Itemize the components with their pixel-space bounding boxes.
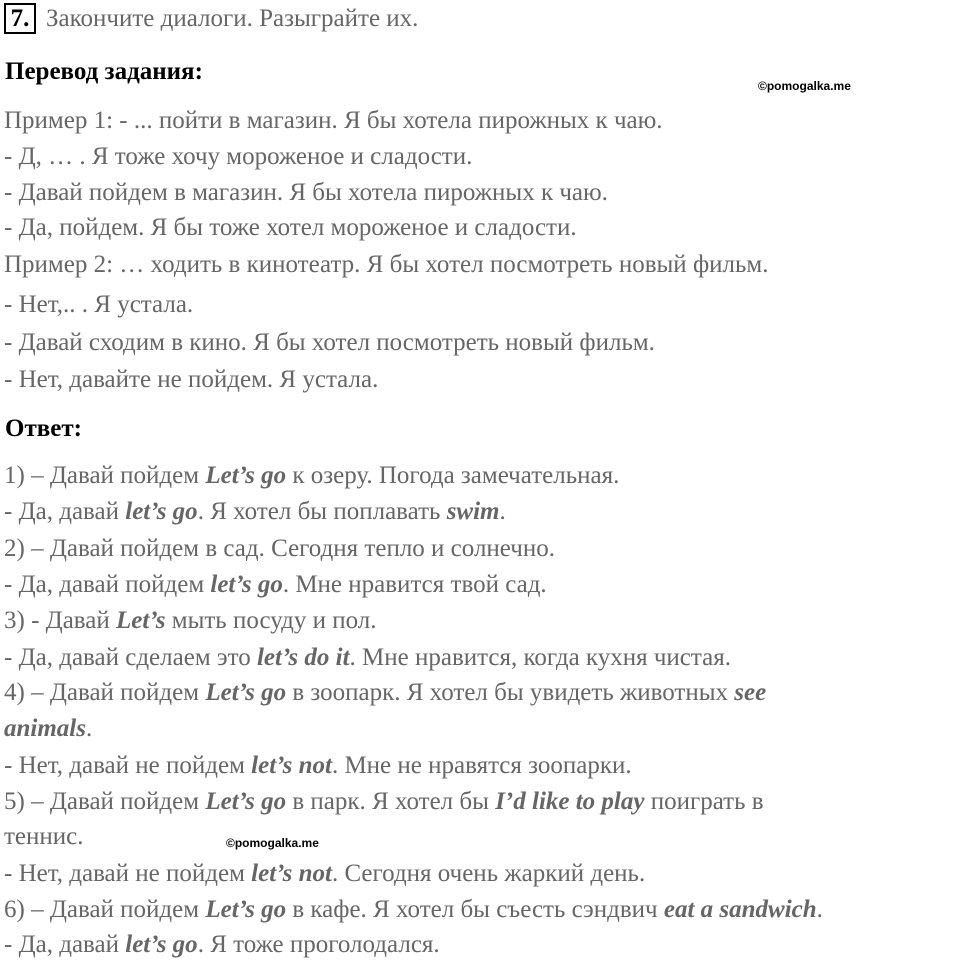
answer-line <box>4 930 440 960</box>
answer-text: . Я тоже проголодался. <box>197 931 440 958</box>
answer-text: . <box>816 896 823 923</box>
answer-text: - Да, давай <box>4 498 126 525</box>
answer-line <box>4 751 632 781</box>
answer-line <box>4 643 731 673</box>
english-phrase: Let’s go <box>205 462 287 489</box>
answer-line <box>4 570 547 600</box>
translation-line: Пример 1: - ... пойти в магазин. Я бы хотела пирожных к чаю. <box>4 107 663 134</box>
answer-line <box>4 497 506 527</box>
answer-text: 5) – Давай пойдем <box>4 788 206 815</box>
translation-line: - Нет,.. . Я устала. <box>4 291 194 318</box>
watermark-top: ©pomogalka.me <box>758 79 851 93</box>
task-title: Закончите диалоги. Разыграйте их. <box>46 5 419 32</box>
answer-text: . <box>85 715 93 742</box>
answer-text: 1) – Давай пойдем <box>4 462 206 489</box>
answer-text: - Да, давай сделаем это <box>4 644 257 671</box>
answer-text: 2) – Давай пойдем в сад. Сегодня тепло и солнечно. <box>4 535 555 562</box>
english-phrase: let’s go <box>125 498 198 525</box>
answer-line <box>4 534 555 564</box>
english-phrase: Let’s go <box>205 896 287 923</box>
task-number: 7. <box>4 3 36 34</box>
answer-text: - Да, давай <box>4 931 126 958</box>
english-phrase: I’d like to play <box>495 788 645 815</box>
answer-line <box>4 895 823 925</box>
answer-text: 4) – Давай пойдем <box>4 679 206 706</box>
english-phrase: let’s do it <box>256 644 350 671</box>
answer-text: в парк. Я хотел бы <box>286 788 496 815</box>
english-phrase: let’s not <box>251 860 332 887</box>
english-phrase: see <box>734 679 767 706</box>
answer-text: - Нет, давай не пойдем <box>4 860 252 887</box>
answer-line <box>4 859 645 889</box>
answer-text: в кафе. Я хотел бы съесть сэндвич <box>286 896 664 923</box>
english-phrase: let’s go <box>210 571 283 598</box>
watermark-bottom: ©pomogalka.me <box>226 836 319 850</box>
answer-text: поиграть в <box>644 788 764 815</box>
english-phrase: animals <box>4 715 86 742</box>
answer-text: . Я хотел бы поплавать <box>197 498 447 525</box>
answer-line <box>4 606 377 636</box>
answer-line <box>4 461 619 491</box>
answer-text: к озеру. Погода замечательная. <box>286 462 620 489</box>
translation-line: - Давай пойдем в магазин. Я бы хотела пирожных к чаю. <box>4 179 608 206</box>
translation-line: - Да, пойдем. Я бы тоже хотел мороженое и сладости. <box>4 214 577 241</box>
english-phrase: eat a sandwich <box>663 896 817 923</box>
translation-heading: Перевод задания: <box>5 58 203 85</box>
english-phrase: Let’s <box>116 607 166 634</box>
answer-text: 6) – Давай пойдем <box>4 896 206 923</box>
english-phrase: Let’s go <box>205 788 287 815</box>
answer-text: в зоопарк. Я хотел бы увидеть животных <box>286 679 735 706</box>
answer-text: . Мне нравится твой сад. <box>282 571 547 598</box>
translation-line: - Давай сходим в кино. Я бы хотел посмотреть новый фильм. <box>4 329 655 356</box>
english-phrase: swim <box>446 498 500 525</box>
translation-line: Пример 2: … ходить в кинотеатр. Я бы хотел посмотреть новый фильм. <box>4 251 769 278</box>
translation-line: - Нет, давайте не пойдем. Я устала. <box>4 366 379 393</box>
answer-text: . Мне не нравятся зоопарки. <box>331 752 632 779</box>
answer-text: . Мне нравится, когда кухня чистая. <box>349 644 731 671</box>
answer-heading: Ответ: <box>5 415 82 442</box>
answer-text: . <box>499 498 506 525</box>
answer-text: . Сегодня очень жаркий день. <box>331 860 646 887</box>
answer-text: 3) - Давай <box>4 607 116 634</box>
english-phrase: Let’s go <box>205 679 287 706</box>
answer-line <box>4 714 92 744</box>
answer-text: - Да, давай пойдем <box>4 571 211 598</box>
english-phrase: let’s not <box>251 752 332 779</box>
answer-text: - Нет, давай не пойдем <box>4 752 252 779</box>
answer-text: мыть посуду и пол. <box>165 607 377 634</box>
english-phrase: let’s go <box>125 931 198 958</box>
translation-line: - Д, … . Я тоже хочу мороженое и сладости. <box>4 143 473 170</box>
answer-text: теннис. <box>4 823 84 850</box>
answer-line <box>4 787 764 817</box>
answer-line <box>4 678 766 708</box>
answer-line <box>4 822 84 852</box>
